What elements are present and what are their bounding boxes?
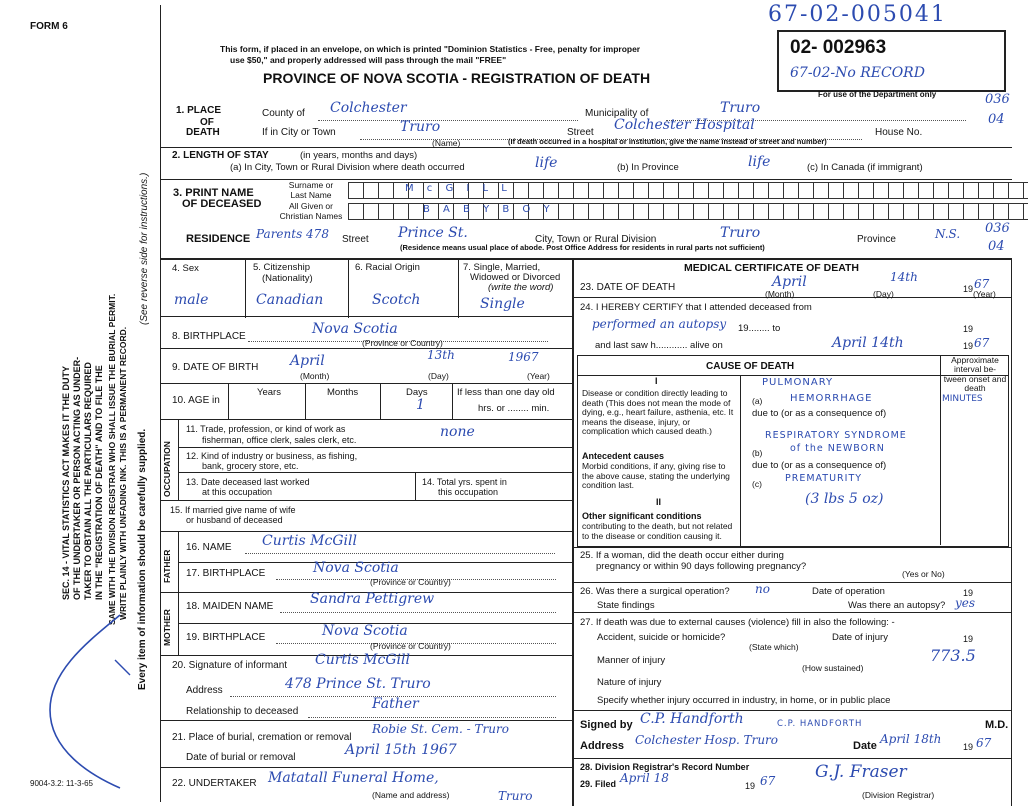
sex-value: male [174, 292, 209, 308]
q15-label: 15. If married give name of wife [170, 505, 296, 515]
roman-1: I [655, 376, 658, 386]
county-value: Colchester [330, 100, 407, 116]
last-saw-date: April 14th [832, 335, 904, 351]
medical-heading: MEDICAL CERTIFICATE OF DEATH [684, 262, 859, 274]
statute-line: IN THE "REGISTRATION OF DEATH" AND TO FILE THE [94, 365, 104, 600]
frame-line [572, 258, 574, 806]
accident-label: Accident, suicide or homicide? [597, 632, 726, 643]
last-saw-label: and last saw h............ alive on [595, 340, 723, 351]
print-name-label: 3. PRINT NAME [173, 187, 254, 199]
dod-day-sub: (Day) [873, 289, 894, 299]
q11-value: none [440, 424, 475, 440]
antecedent-title: Antecedent causes [582, 451, 665, 461]
frame-line [160, 258, 1012, 260]
relationship-value: Father [372, 696, 419, 712]
stay-units: (in years, months and days) [300, 150, 418, 161]
cause-c-letter: (c) [752, 479, 762, 489]
municipality-label: Municipality of [585, 108, 649, 119]
dept-code: 036 [985, 92, 1010, 107]
disease-text: Disease or condition directly leading to death (This does not mean the mode of dying, e.g., heart failure, asthenia, etc. It means the disease, injury, or complication which caused death.) [582, 388, 734, 437]
dob-label: 9. DATE OF BIRTH [172, 362, 259, 373]
dod-year-sub: (Year) [973, 289, 996, 299]
dob-year-sub: (Year) [527, 371, 550, 381]
signed-year: 67 [976, 736, 992, 750]
frame-line [740, 376, 741, 546]
form-number: FORM 6 [30, 21, 68, 32]
physician-name: C.P. HANDFORTH [777, 719, 863, 729]
undertaker-sub: (Name and address) [372, 790, 450, 800]
frame-line [178, 447, 573, 448]
racial-label: 6. Racial Origin [355, 262, 420, 273]
reverse-note: (See reverse side for instructions.) [139, 172, 150, 325]
statute-line: SAME WITH THE DIVISION REGISTRAR WHO SHALL ISSUE THE BURIAL PERMIT. [107, 293, 117, 625]
age-label: 10. AGE in [172, 395, 220, 406]
age-days-label: Days [406, 387, 428, 398]
due-to-label: due to (or as a consequence of) [752, 408, 887, 419]
residence-street: Prince St. [398, 225, 468, 241]
father-birthplace-value: Nova Scotia [313, 560, 399, 576]
dob-month-sub: (Month) [300, 371, 330, 381]
roman-2: II [656, 497, 662, 507]
alive-year: 67 [974, 336, 990, 350]
manner-label: Manner of injury [597, 655, 666, 666]
other-text: contributing to the death, but not related to the disease or condition causing it. [582, 521, 733, 541]
to-label: 19........ to [738, 323, 781, 334]
injury-nineteen: 19 [963, 634, 974, 644]
statute-line: SEC. 14 - VITAL STATISTICS ACT MAKES IT THE DUTY [61, 365, 71, 600]
q11-label: 11. Trade, profession, or kind of work as [186, 424, 346, 434]
marital-label: 7. Single, Married, [463, 262, 541, 273]
q12-label: bank, grocery store, etc. [202, 461, 299, 471]
dob-day-sub: (Day) [428, 371, 449, 381]
father-name-label: 16. NAME [186, 542, 232, 553]
date-injury-label: Date of injury [832, 632, 888, 643]
filed-date: April 18 [620, 771, 669, 785]
cause-b-line-1: RESPIRATORY SYNDROME [765, 430, 907, 441]
dod-year: 67 [974, 277, 990, 291]
registration-number-handwritten: 67-02-005041 [768, 2, 947, 27]
alive-nineteen: 19 [963, 341, 974, 351]
burial-place-value: Robie St. Cem. - Truro [372, 722, 509, 736]
q12-label: 12. Kind of industry or business, as fishing, [186, 451, 358, 461]
statute-line: WRITE PLAINLY WITH UNFADING INK. THIS IS A PERMANENT RECORD. [118, 326, 128, 620]
mail-note: This form, if placed in an envelope, on which is printed "Dominion Statistics - Free, penalty for improper [220, 44, 641, 54]
city-name-sub: (Name) [432, 138, 461, 148]
frame-line [452, 384, 453, 419]
dod-month-sub: (Month) [765, 289, 795, 299]
registrar-sub: (Division Registrar) [862, 790, 935, 800]
occupation-side-label: OCCUPATION [162, 441, 172, 497]
frame-line [245, 260, 246, 318]
q14-label: 14. Total yrs. spent in [422, 477, 507, 487]
nature-label: Nature of injury [597, 677, 662, 688]
frame-line [573, 582, 1012, 583]
frame-line [178, 472, 573, 473]
frame-line [160, 419, 573, 420]
autopsy-label: Was there an autopsy? [848, 600, 946, 611]
informant-address: 478 Prince St. Truro [285, 676, 431, 692]
racial-value: Scotch [372, 292, 421, 308]
given-value: B A B Y B O Y [423, 204, 555, 215]
other-title: Other significant conditions [582, 511, 702, 521]
frame-line [178, 420, 179, 500]
stay-c-label: (c) In Canada (if immigrant) [807, 162, 923, 173]
mother-maiden-label: 18. MAIDEN NAME [186, 601, 274, 612]
undertaker-label: 22. UNDERTAKER [172, 778, 257, 789]
residence-label: RESIDENCE [186, 233, 251, 245]
dept-code: 04 [988, 112, 1005, 127]
age-days-value: 1 [416, 397, 425, 413]
dob-month: April [290, 353, 325, 369]
hospital-note: (If death occurred in a hospital or institution, give the name instead of street and number) [508, 137, 827, 146]
attended-from: performed an autopsy [592, 317, 727, 331]
q26-label: 26. Was there a surgical operation? [580, 586, 730, 597]
cause-c-line-1: PREMATURITY [785, 473, 863, 484]
informant-signature: Curtis McGill [315, 652, 410, 668]
sex-label: 4. Sex [172, 263, 199, 274]
surname-label: Surname or Last Name [288, 180, 334, 200]
q29-label: 29. Filed [580, 779, 617, 789]
mother-birthplace-value: Nova Scotia [322, 623, 408, 639]
frame-line [160, 316, 573, 317]
dod-nineteen: 19 [963, 284, 974, 294]
statute-line: OF THE UNDERTAKER OR PERSON ACTING AS UNDER- [72, 356, 82, 600]
place-label: OF [200, 117, 214, 128]
age-months-label: Months [327, 387, 359, 398]
house-label: House No. [875, 127, 923, 138]
father-birthplace-sub: (Province or Country) [370, 577, 451, 587]
residence-note: (Residence means usual place of abode. Post Office Address for residents in rural parts not sufficient) [400, 243, 765, 252]
birthplace-sub: (Province or Country) [362, 338, 443, 348]
marital-label: (write the word) [488, 282, 554, 293]
frame-line [160, 767, 573, 768]
city-label: If in City or Town [262, 127, 336, 138]
info-note: Every item of information should be carefully supplied. [137, 428, 148, 690]
certify-label: 24. I HEREBY CERTIFY that I attended deceased from [580, 302, 812, 313]
residence-number: Parents 478 [256, 227, 329, 241]
informant-address-label: Address [186, 685, 223, 696]
cause-a-line-2: HEMORRHAGE [790, 393, 873, 404]
residence-province: N.S. [935, 227, 961, 241]
dob-day: 13th [427, 348, 455, 362]
cause-a-letter: (a) [752, 396, 763, 406]
due-to-label-2: due to (or as a consequence of) [752, 460, 887, 471]
date-of-death-label: 23. DATE OF DEATH [580, 282, 676, 293]
frame-line [348, 260, 349, 318]
municipality-value: Truro [720, 100, 761, 116]
physician-signature: C.P. Handforth [640, 711, 744, 727]
frame-line [380, 384, 381, 419]
dod-month: April [772, 274, 807, 290]
registration-handwritten: 67-02-No RECORD [790, 65, 925, 81]
q13-label: 13. Date deceased last worked [186, 477, 310, 487]
injury-code: 773.5 [930, 646, 976, 665]
street-value: Colchester Hospital [614, 117, 755, 133]
interval-label: Approximate interval be-tween onset and death [943, 355, 1007, 394]
mother-birthplace-label: 19. BIRTHPLACE [186, 632, 266, 643]
q11-label: fisherman, office clerk, sales clerk, etc. [202, 435, 357, 445]
frame-line [160, 720, 573, 721]
street-label: Street [567, 127, 594, 138]
father-birthplace-label: 17. BIRTHPLACE [186, 568, 266, 579]
frame-line [415, 473, 416, 500]
registrar-signature: G.J. Fraser [815, 762, 907, 782]
frame-line [573, 612, 1012, 613]
q26-value: no [755, 582, 770, 596]
frame-line [160, 500, 573, 501]
frame-line [573, 710, 1012, 711]
q26-date-label: Date of operation [812, 586, 885, 597]
residence-city: Truro [720, 225, 761, 241]
undertaker-value: Matatall Funeral Home, [268, 770, 439, 786]
q28-label: 28. Division Registrar's Record Number [580, 762, 750, 772]
frame-line [160, 179, 1012, 180]
stay-label: 2. LENGTH OF STAY [172, 150, 269, 161]
marital-label: Widowed or Divorced [470, 272, 561, 283]
page-title: PROVINCE OF NOVA SCOTIA - REGISTRATION OF DEATH [263, 70, 651, 86]
q15-label: or husband of deceased [186, 515, 283, 525]
burial-date-label: Date of burial or removal [186, 752, 296, 763]
cause-b-letter: (b) [752, 448, 763, 458]
father-name-value: Curtis McGill [262, 533, 357, 549]
findings-label: State findings [597, 600, 655, 611]
frame-line [305, 384, 306, 419]
frame-line [160, 531, 573, 532]
undertaker-value-2: Truro [498, 789, 533, 803]
mail-note: use $50," and properly addressed will pass through the mail "FREE" [230, 55, 507, 65]
q25-label: 25. If a woman, did the death occur either during [580, 550, 784, 561]
cause-a-interval: MINUTES [942, 394, 983, 404]
stay-b-value: life [748, 154, 771, 170]
citizenship-label: 5. Citizenship [253, 262, 311, 273]
md-label: M.D. [985, 719, 1009, 731]
q25-label: pregnancy or within 90 days following pregnancy? [596, 561, 807, 572]
mother-side-label: MOTHER [162, 609, 172, 646]
dob-year: 1967 [508, 350, 539, 364]
marital-value: Single [480, 296, 525, 312]
frame-line [178, 532, 179, 655]
age-years-label: Years [257, 387, 281, 398]
antecedent-text: Morbid conditions, if any, giving rise to the above cause, stating the underlying condition last. [582, 461, 730, 491]
given-label: All Given or Christian Names [279, 201, 343, 221]
place-label: DEATH [186, 127, 220, 138]
hrs-min: hrs. or ........ min. [478, 403, 550, 414]
less-than-day: If less than one day old [457, 387, 555, 398]
residence-province-label: Province [857, 234, 896, 245]
place-label: 1. PLACE [176, 105, 222, 116]
burial-date-value: April 15th 1967 [345, 742, 457, 758]
frame-line [228, 384, 229, 419]
birthplace-value: Nova Scotia [312, 321, 398, 337]
signed-address: Colchester Hosp. Truro [635, 733, 779, 747]
dept-code: 036 [985, 221, 1010, 236]
statute-line: TAKER TO OBTAIN ALL THE PARTICULARS REQUIRED [83, 362, 93, 600]
burial-place-label: 21. Place of burial, cremation or removal [172, 732, 352, 743]
cause-c-line-2: (3 lbs 5 oz) [805, 491, 884, 507]
stay-b-label: (b) In Province [617, 162, 679, 173]
form-code: 9004-3.2: 11-3-65 [30, 779, 94, 788]
autopsy-value: yes [955, 596, 976, 610]
signed-date-label: Date [853, 740, 877, 752]
dept-code: 04 [988, 239, 1005, 254]
how-sustained: (How sustained) [802, 663, 864, 673]
frame-line [160, 5, 161, 802]
frame-line [940, 355, 941, 545]
relationship-label: Relationship to deceased [186, 706, 299, 717]
filed-nineteen: 19 [745, 781, 756, 791]
citizenship-sub: (Nationality) [262, 273, 313, 284]
registration-number: 02- 002963 [790, 37, 887, 58]
frame-line [573, 547, 1012, 548]
county-label: County of [262, 108, 305, 119]
surname-value: M c G I L L [405, 183, 512, 194]
mother-birthplace-sub: (Province or Country) [370, 641, 451, 651]
residence-city-label: City, Town or Rural Division [535, 234, 657, 245]
residence-street-label: Street [342, 234, 369, 245]
frame-line [573, 758, 1012, 759]
frame-line [160, 147, 1012, 148]
cause-b-line-2: of the NEWBORN [790, 443, 885, 454]
frame-line [458, 260, 459, 318]
stay-a-label: (a) In City, Town or Rural Division where death occurred [230, 162, 465, 173]
q26-nineteen: 19 [963, 588, 974, 598]
specify-label: Specify whether injury occurred in industry, in home, or in public place [597, 695, 891, 706]
signed-address-label: Address [580, 740, 625, 752]
state-which: (State which) [749, 642, 799, 652]
dod-day: 14th [890, 270, 918, 284]
q25-yes-no: (Yes or No) [902, 569, 945, 579]
city-value: Truro [400, 119, 441, 135]
frame-line [1011, 258, 1012, 806]
mother-maiden-value: Sandra Pettigrew [310, 591, 435, 607]
filed-year: 67 [760, 774, 776, 788]
cause-heading: CAUSE OF DEATH [706, 361, 795, 372]
q27-label: 27. If death was due to external causes (violence) fill in also the following: - [580, 617, 895, 628]
department-use: For use of the Department only [818, 90, 937, 99]
q14-label: this occupation [438, 487, 499, 497]
stay-a-value: life [535, 155, 558, 171]
signed-nineteen: 19 [963, 742, 974, 752]
cause-a-line-1: PULMONARY [762, 377, 834, 388]
signed-date: April 18th [880, 732, 942, 746]
print-name-label: OF DECEASED [182, 198, 262, 210]
informant-label: 20. Signature of informant [172, 660, 288, 671]
birthplace-label: 8. BIRTHPLACE [172, 331, 246, 342]
to-nineteen: 19 [963, 324, 974, 334]
frame-line [160, 383, 573, 384]
q13-label: at this occupation [202, 487, 273, 497]
father-side-label: FATHER [162, 549, 172, 583]
citizenship-value: Canadian [256, 292, 324, 308]
signed-by-label: Signed by [580, 719, 633, 731]
margin-scribble [30, 600, 140, 800]
